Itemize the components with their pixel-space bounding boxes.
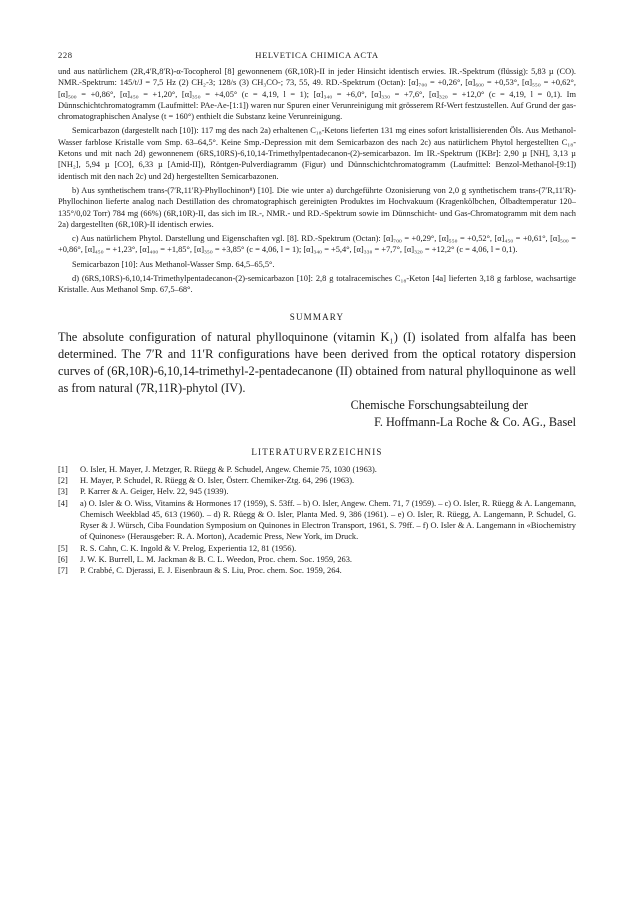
running-head	[58, 50, 576, 66]
reference-text: P. Crabbé, C. Djerassi, E. J. Eisenbraun & S. Liu, Proc. chem. Soc. 1959, 264.	[80, 566, 342, 576]
reference-item	[58, 543, 576, 554]
reference-number: [7]	[58, 566, 68, 576]
affiliation	[58, 397, 576, 431]
reference-item	[58, 464, 576, 475]
page-number: 228	[58, 50, 73, 60]
paragraph-tocopherol: und aus natürlichem (2R,4′R,8′R)-α-Tocopherol [8] gewonnenem (6R,10R)-II in jeder Hinsicht identisch erwies. IR.-Spektrum (flüssig): 5,83 µ (CO). NMR.-Spektrum: 145/t/J = 7,5 Hz (2) CH₂-3; 128/s (3) CH₃CO-; 73, 55, 49. RD.-Spektrum (Octan): [α]₇₀₀ = +0,26°, [α]₆₀₀ = +0,53°, [α]₅₅₀ = +0,62°, [α]₅₀₀ = +0,86°, [α]₄₅₀ = +1,20°, [α]₃₅₀ = +4,05° (c = 4,19, l = 1); [α]₃₄₀ = +6,0°, [α]₃₃₀ = +7,6°, [α]₃₂₀ = +12,0° (c = 4,19, l = 0,1). Im Dünnschichtchromatogramm (Laufmittel: PAe-Ae-[1:1]) waren nur Spuren einer Verunreinigung mit grösserem Rf-Wert festzustellen. Auf Grund der gas-chromatographischen Analyse (t = 160°) enthielt die Substanz keine Verunreinigung.	[58, 67, 576, 122]
paragraph-semicarbazon: Semicarbazon (dargestellt nach [10]): 117 mg des nach 2a) erhaltenen C₁₈-Ketons lieferten 131 mg eines sofort kristallisierenden Öls. Aus Methanol-Wasser farblose Kristalle vom Smp. 63–64,5°. Keine Smp.-Depression mit dem Semicarbazon des nach 2c) aus natürlichem Phytol hergestellten C₁₈-Ketons und mit nach 2d) gewonnenem (6RS,10RS)-6,10,14-Trimethylpentadecanon-(2)-semicarbazon. Im IR.-Spektrum ([KBr]: 2,90 µ [NH], 3,13 µ [NH₂], 5,94 µ [CO], 6,33 µ [Amid-II]), Röntgen-Pulverdiagramm (Figur) und Dünnschichtchromatogramm (Laufmittel: Benzol-Methanol-[9:1]) identisch mit den nach 2c) und 2d) hergestellten Semicarbazonen.	[58, 126, 576, 181]
document-page	[58, 50, 576, 577]
summary-section	[58, 329, 576, 397]
references-heading: LITERATURVERZEICHNIS	[251, 446, 383, 457]
reference-list	[58, 464, 576, 577]
reference-number: [3]	[58, 487, 68, 497]
reference-item	[58, 565, 576, 576]
reference-number: [6]	[58, 555, 68, 565]
reference-number: [1]	[58, 464, 68, 474]
paragraph-semicarbazon-mp: Semicarbazon [10]: Aus Methanol-Wasser Smp. 64,5–65,5°.	[72, 259, 275, 269]
reference-text: J. W. K. Burrell, L. M. Jackman & B. C. L. Weedon, Proc. chem. Soc. 1959, 263.	[80, 555, 353, 565]
reference-text: O. Isler, H. Mayer, J. Metzger, R. Rüegg & P. Schudel, Angew. Chemie 75, 1030 (1963).	[80, 464, 377, 474]
paragraph-synthetic-phyllochinon: b) Aus synthetischem trans-(7′R,11′R)-Phyllochinon⁸) [10]. Die wie unter a) durchgeführte Ozonisierung von 2,0 g synthetischem trans-(7′R,11′R)-Phyllochinon lieferte analog nach Destillation des chromatographisch gereinigten Produktes im Hochvakuum (Kragenkölbchen, Ölbadtemperatur 120–135°/0,02 Torr) 784 mg (66%) (6R,10R)-II, das sich im IR.-, NMR.- und RD.-Spektrum sowie im Dünnschicht- und Gas-Chromatogramm mit dem nach 2a) dargestellten (6R,10R)-II identisch erwies.	[58, 185, 576, 229]
paragraph-natural-phytol: c) Aus natürlichem Phytol. Darstellung und Eigenschaften vgl. [8]. RD.-Spektrum (Octan): [α]₇₀₀ = +0,29°, [α]₅₅₀ = +0,52°, [α]₄₅₀ = +0,61°, [α]₅₀₀ = +0,86°, [α]₄₅₀ = +1,23°, [α]₄₀₀ = +1,85°, [α]₃₅₀ = +3,85° (c = 4,06, l = 1); [α]₃₄₀ = +5,4°, [α]₃₃₀ = +7,7°, [α]₃₂₀ = +12,2° (c = 4,06, l = 0,1).	[58, 234, 576, 255]
reference-text: R. S. Cahn, C. K. Ingold & V. Prelog, Experientia 12, 81 (1956).	[80, 543, 297, 553]
summary-heading: SUMMARY	[289, 311, 345, 322]
reference-item	[58, 475, 576, 486]
summary-text: The absolute configuration of natural phylloquinone (vitamin K₁) (I) isolated from alfalfa has been determined. The 7′R and 11′R configurations have been derived from the optical rotatory dispersion curves of (6R,10R)-6,10,14-trimethyl-2-pentadecanone (II) obtained from natural phylloquinone as well as from natural (7R,11R)-phytol (IV).	[58, 329, 576, 395]
reference-item	[58, 486, 576, 497]
reference-text: P. Karrer & A. Geiger, Helv. 22, 945 (1939).	[80, 487, 229, 497]
affiliation-department: Chemische Forschungsabteilung der	[350, 397, 528, 412]
paragraph-racemic: d) (6RS,10RS)-6,10,14-Trimethylpentadecanon-(2)-semicarbazon [10]: 2,8 g totalracemisches C₁₈-Keton [4a] lieferten 3,18 g farblose, wachsartige Kristalle. Aus Methanol Smp. 67,5–68°.	[58, 274, 576, 295]
affiliation-company: F. Hoffmann-La Roche & Co. AG., Basel	[374, 414, 576, 429]
experimental-text	[58, 66, 576, 296]
reference-item	[58, 554, 576, 565]
reference-item	[58, 498, 576, 543]
reference-text: H. Mayer, P. Schudel, R. Rüegg & O. Isler, Österr. Chemiker-Ztg. 64, 296 (1963).	[80, 475, 355, 485]
reference-number: [5]	[58, 543, 68, 553]
reference-number: [4]	[58, 498, 68, 508]
journal-title: HELVETICA CHIMICA ACTA	[255, 50, 379, 60]
reference-text: a) O. Isler & O. Wiss, Vitamins & Hormones 17 (1959), S. 53ff. – b) O. Isler, Angew. Chem. 71, 7 (1959). – c) O. Isler, R. Rüegg & A. Langemann, Chemisch Weekblad 45, 613 (1960). – d) R. Rüegg & O. Isler, Planta Med. 9, 386 (1961). – e) O. Isler, R. Rüegg, A. Langemann, P. Schudel, G. Ryser & J. Würsch, Ciba Foundation Symposium on Quinones in Electron Transport, 1961, S. 79ff. – f) O. Isler & A. Langemann in «Biochemistry of Quinones» (Herausgeber: R. A. Morton), Academic Press, New York, im Druck.	[80, 498, 576, 542]
reference-number: [2]	[58, 475, 68, 485]
